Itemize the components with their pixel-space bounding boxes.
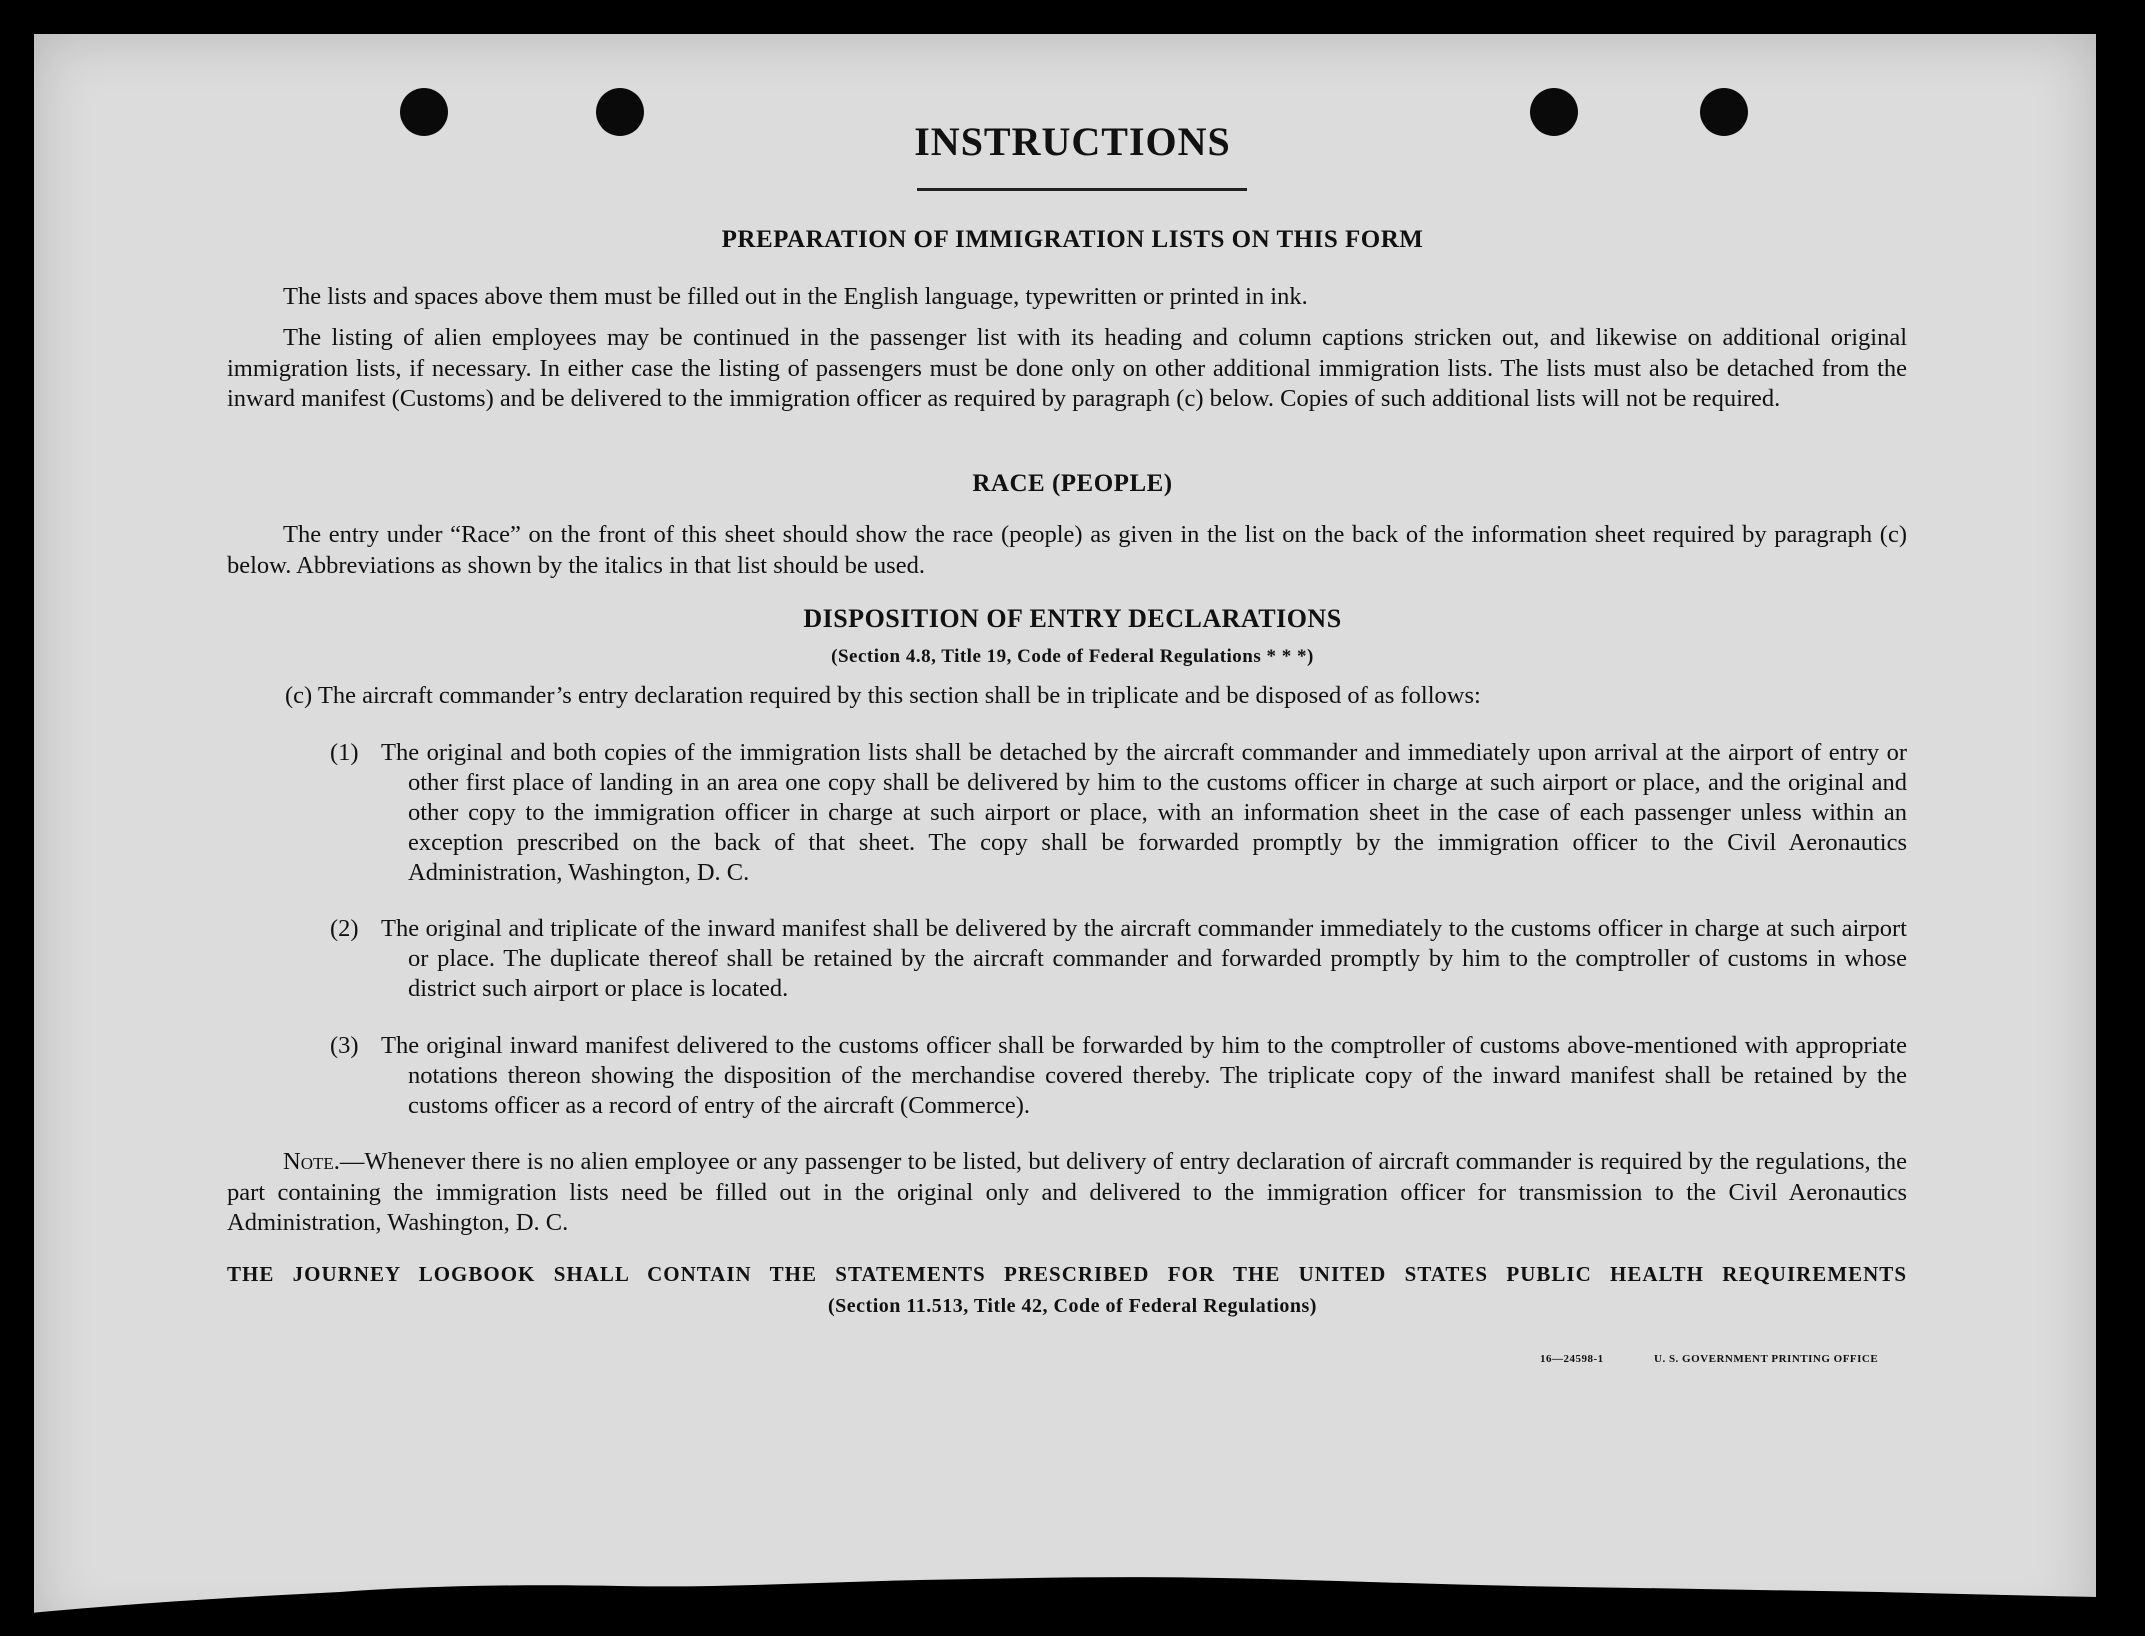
note-text: —Whenever there is no alien employee or any passenger to be listed, but delivery of entry declaration of aircraft commander is required by the regulations, the part containing the immigration lists need be filled out in the original only and delivered to the immigration officer for transmission to the Civil Aeronautics Administration, Washington, D. C.: [227, 1148, 1907, 1236]
list-item: [332, 738, 1907, 888]
list-item-number: (1): [330, 739, 359, 766]
paragraph-text: (c) The aircraft commander’s entry declaration required by this section shall be in triplicate and be disposed of as follows:: [285, 682, 1481, 709]
note-label: Note.: [283, 1148, 340, 1175]
printer-name: U. S. GOVERNMENT PRINTING OFFICE: [1654, 1353, 1879, 1365]
journey-logbook-statement: THE JOURNEY LOGBOOK SHALL CONTAIN THE STATEMENTS PRESCRIBED FOR THE UNITED STATES PUBLIC HEALTH REQUIREMENTS: [227, 1262, 1907, 1286]
list-item-text: The original inward manifest delivered to the customs officer shall be forwarded by him to the comptroller of customs above-mentioned with appropriate notations thereon showing the disposition of the merchandise covered thereby. The triplicate copy of the inward manifest shall be retained by the customs officer as a record of entry of the aircraft (Commerce).: [381, 1032, 1907, 1119]
list-item-number: (3): [330, 1032, 359, 1059]
paragraph-text: The entry under “Race” on the front of this sheet should show the race (people) as given in the list on the back of the information sheet required by paragraph (c) below. Abbreviations as shown by the italics in that list should be used.: [227, 521, 1907, 579]
list-item-number: (2): [330, 915, 359, 942]
list-item-text: The original and both copies of the immigration lists shall be detached by the aircraft commander and immediately upon arrival at the airport of entry or other first place of landing in an area one copy shall be delivered by him to the customs officer in charge at such airport or place, and the original and other copy to the immigration officer in charge at such airport or place, with an information sheet in the case of each passenger unless within an exception prescribed on the back of that sheet. The copy shall be forwarded promptly by the immigration officer to the Civil Aeronautics Administration, Washington, D. C.: [381, 739, 1907, 886]
title-underline: [917, 188, 1247, 191]
printer-code: 16—24598-1: [1540, 1353, 1604, 1365]
page-title: INSTRUCTIONS: [914, 119, 1231, 164]
list-item: [332, 914, 1907, 1004]
list-item-text: The original and triplicate of the inward manifest shall be delivered by the aircraft commander immediately to the customs officer in charge at such airport or place. The duplicate thereof shall be retained by the aircraft commander and forwarded promptly by him to the comptroller of customs in whose district such airport or place is located.: [381, 915, 1907, 1002]
journey-citation: (Section 11.513, Title 42, Code of Federal Regulations): [828, 1295, 1317, 1317]
section-heading-disposition: DISPOSITION OF ENTRY DECLARATIONS: [803, 604, 1342, 633]
paragraph-text: The listing of alien employees may be continued in the passenger list with its heading and column captions stricken out, and likewise on additional original immigration lists, if necessary. In either case the listing of passengers must be done only on other additional immigration lists. The lists must also be detached from the inward manifest (Customs) and be delivered to the immigration officer as required by paragraph (c) below. Copies of such additional lists will not be required.: [227, 324, 1907, 412]
paragraph-note: [227, 1147, 1907, 1239]
paragraph-race: [227, 520, 1907, 581]
paragraph-text: The lists and spaces above them must be filled out in the English language, typewritten or printed in ink.: [283, 283, 1308, 310]
paragraph-alien-employees: [227, 323, 1907, 415]
section-heading-race: RACE (PEOPLE): [972, 470, 1173, 497]
section-heading-preparation: PREPARATION OF IMMIGRATION LISTS ON THIS FORM: [721, 226, 1424, 253]
paragraph-c: [227, 681, 1907, 712]
paragraph-language: [227, 282, 1907, 313]
section-citation: (Section 4.8, Title 19, Code of Federal Regulations * * *): [831, 646, 1314, 667]
list-item: [332, 1031, 1907, 1121]
